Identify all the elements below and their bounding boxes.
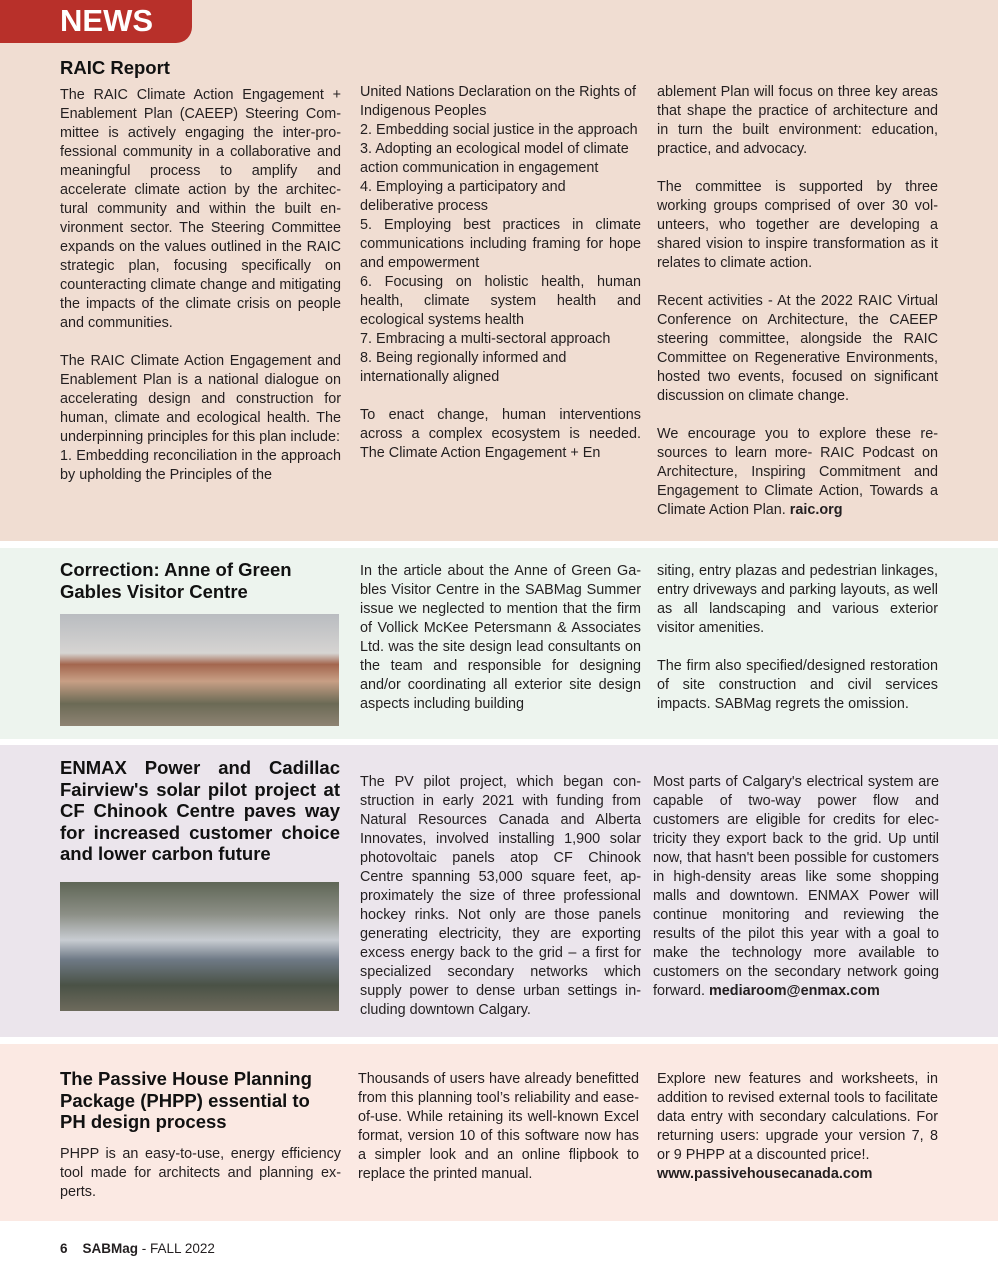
enmax-col3: [653, 773, 939, 1001]
visitor-centre-photo: [60, 614, 339, 726]
correction-section: [0, 548, 998, 739]
paragraph: The PV pilot project, which began construction in early 2021 with funding from Natural Resources Canada and Alberta Innovates, involved installing 1,900 solar photovoltaic panels atop CF Chinook Centre spanning 53,000 square feet, approximately the size of three professional hockey rinks. Not only are those panels generating electricity, they are exporting excess energy back to the grid – a first for specialized secondary networks which supply power to dense urban settings including downtown Calgary.: [360, 774, 641, 1018]
passivehouse-link[interactable]: www.passivehousecanada.com: [657, 1166, 873, 1182]
list-item: 6. Focusing on holistic health, human health, climate system health and ecological systems health: [360, 274, 641, 328]
correction-col2: [360, 562, 641, 714]
page-footer: [60, 1241, 215, 1256]
paragraph: [657, 425, 938, 520]
list-item: 3. Adopting an ecological model of climate action communication in engagement: [360, 141, 629, 176]
paragraph: In the article about the Anne of Green Gables Visitor Centre in the SABMag Summer issue we neglected to mention that the firm of Vollick McKee Petersmann & Associates Ltd. was the site design lead consultants on the team and responsible for designing and/or coordinating all exterior site design aspects including building: [360, 563, 641, 712]
paragraph: To enact change, human interventions across a complex ecosystem is needed. The Climate Action Engagement + En: [360, 407, 641, 461]
enmax-section: [0, 745, 998, 1037]
paragraph: The RAIC Climate Action Engagement + Enablement Plan (CAEEP) Steering Committee is actively engaging the inter-professional community in a collaborative and meaningful process to amplify and accelerate climate action by the architectural community and within the built environment sector. The Steering Committee expands on the values outlined in the RAIC strategic plan, focusing specifically on counteracting climate change and mitigating the impacts of the climate crisis on people and communities.: [60, 87, 341, 331]
list-item: 8. Being regionally informed and internationally aligned: [360, 350, 567, 385]
paragraph-text: We encourage you to explore these resources to learn more- RAIC Podcast on Architecture, Inspiring Commitment and Engagement to Climate Action, Towards a Climate Action Plan.: [657, 426, 938, 518]
raic-report-title: RAIC Report: [60, 57, 170, 78]
paragraph: ablement Plan will focus on three key areas that shape the practice of architecture and in turn the built environment: education, practice, and advocacy.: [657, 84, 938, 157]
paragraph: United Nations Declaration on the Rights of Indigenous Peoples: [360, 84, 636, 119]
list-item: 7. Embracing a multi-sectoral approach: [360, 331, 611, 347]
phpp-col1: [60, 1145, 341, 1202]
paragraph: The RAIC Climate Action Engagement and Enablement Plan is a national dialogue on accelerating design and construction for human, climate and ecological health. The underpinning principles for this plan include:: [60, 353, 341, 445]
enmax-link[interactable]: mediaroom@enmax.com: [708, 983, 880, 999]
list-item: 4. Employing a participatory and deliberative process: [360, 179, 566, 214]
paragraph: siting, entry plazas and pedestrian linkages, entry driveways and parking layouts, as well as all landscaping and various exterior visitor amenities.: [657, 563, 938, 636]
paragraph: PHPP is an easy-to-use, energy efficiency tool made for architects and planning experts.: [60, 1146, 341, 1200]
phpp-section: [0, 1044, 998, 1221]
paragraph-text: Most parts of Calgary's electrical system are capable of two-way power flow and customers are eligible for credits for electricity they export back to the grid. Up until now, that hasn't been possible for customers in high-density areas like some shopping malls and downtown. ENMAX Power will continue monitoring and reviewing the results of the pilot this year with a goal to make the technology more available to customers on the secondary network going forward.: [653, 774, 939, 999]
paragraph: Explore new features and worksheets, in addition to revised external tools to facilitate data entry with secondary calculations. For returning users: upgrade your version 7, 8 or 9 PHPP at a discounted price!.: [657, 1071, 938, 1163]
phpp-col2: [358, 1070, 639, 1184]
paragraph: The firm also specified/designed restoration of site construction and civil services impacts. SABMag regrets the omission.: [657, 658, 938, 712]
chinook-centre-aerial-photo: [60, 882, 339, 1011]
correction-col3: [657, 562, 938, 714]
raic-col3: [657, 83, 938, 520]
correction-title: Correction: Anne of Green Gables Visitor Centre: [60, 559, 292, 602]
page-number: 6: [60, 1241, 68, 1256]
raic-col2: [360, 83, 641, 463]
phpp-title: The Passive House Planning Package (PHPP) essential to PH design process: [60, 1068, 312, 1132]
enmax-col2: [360, 773, 641, 1020]
paragraph: The committee is supported by three working groups comprised of over 30 volunteers, who together are developing a shared vision to inspire transformation as it relates to climate action.: [657, 179, 938, 271]
paragraph: 1. Embedding reconciliation in the approach by upholding the Principles of the: [60, 448, 341, 483]
raic-report-section: [0, 0, 998, 541]
paragraph: Thousands of users have already benefitted from this planning tool’s reliability and ease-of-use. While retaining its well-known Excel format, version 10 of this software now has a simpler look and an online flipbook to replace the printed manual.: [358, 1071, 639, 1182]
news-section-tab: NEWS: [0, 0, 192, 43]
enmax-title: ENMAX Power and Cadillac Fairview's solar pilot project at CF Chinook Centre paves way for increased customer choice and lower carbon future: [60, 757, 340, 864]
list-item: 5. Employing best practices in climate communications including framing for hope and empowerment: [360, 217, 641, 271]
phpp-col3: [657, 1070, 938, 1184]
raic-col1: [60, 86, 341, 485]
raic-link[interactable]: raic.org: [789, 502, 843, 518]
issue-label: - FALL 2022: [138, 1241, 215, 1256]
list-item: 2. Embedding social justice in the approach: [360, 122, 638, 138]
paragraph: [653, 773, 939, 1001]
paragraph: Recent activities - At the 2022 RAIC Virtual Conference on Architecture, the CAEEP steering committee, alongside the RAIC Committee on Regenerative Environments, hosted two events, focused on significant discussion on climate change.: [657, 293, 938, 404]
magazine-name: SABMag: [82, 1241, 139, 1256]
